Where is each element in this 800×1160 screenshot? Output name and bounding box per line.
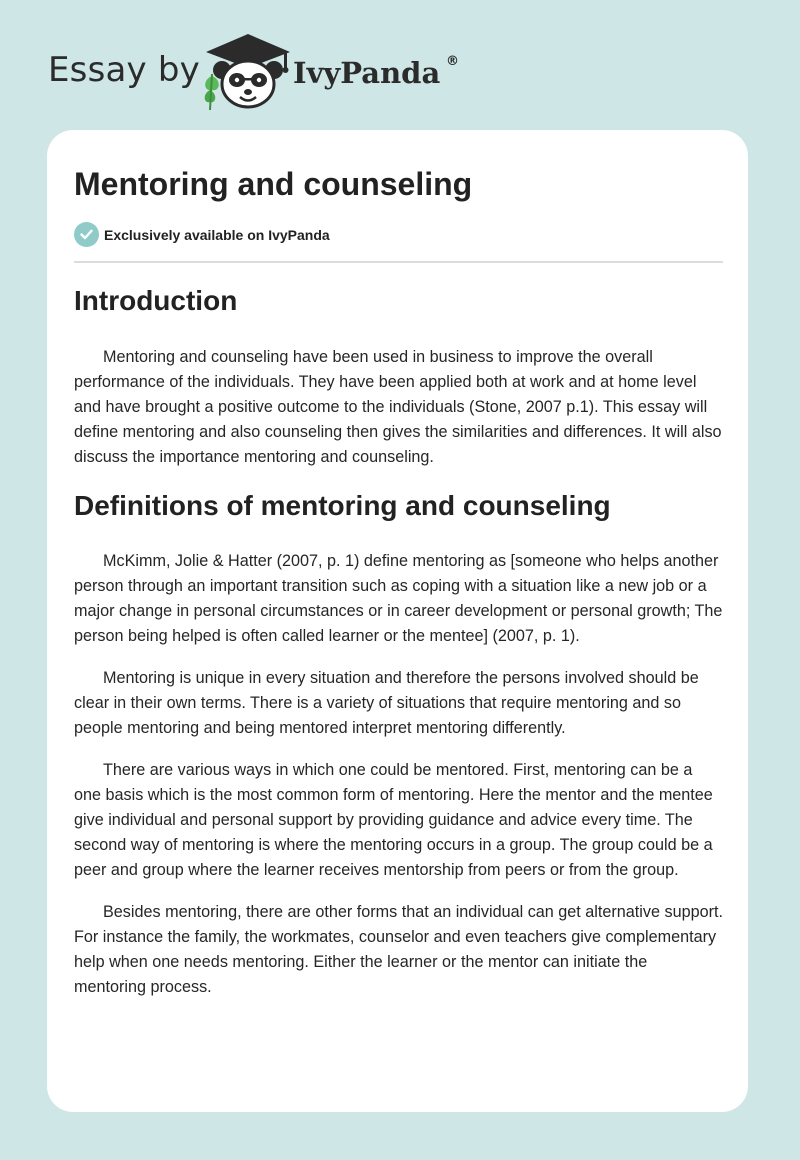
section-heading-definitions: Definitions of mentoring and counseling: [74, 490, 611, 521]
site-header: [0, 0, 800, 130]
ivypanda-logo-icon[interactable]: [198, 30, 298, 112]
badge-text: Exclusively available on IvyPanda: [104, 226, 330, 243]
registered-mark: ®: [446, 54, 459, 69]
paragraph: Mentoring is unique in every situation and therefore the persons involved should be clear in their own terms. There is a variety of situations that require mentoring and so people mentoring and being mentored interpret mentoring differently.: [74, 669, 699, 737]
paragraph: There are various ways in which one could be mentored. First, mentoring can be a one basis which is the most common form of mentoring. Here the mentor and the mentee give individual and personal support by providing guidance and advice every time. The second way of mentoring is where the mentoring occurs in a group. The group could be a peer and group where the learner receives mentorship from peers or from the group.: [74, 761, 713, 879]
essay-body: [74, 282, 723, 1017]
section-heading-introduction: Introduction: [74, 285, 238, 316]
exclusive-badge: [74, 222, 330, 247]
essay-card: [47, 130, 748, 1112]
essay-title: Mentoring and counseling: [74, 166, 473, 202]
paragraph: Besides mentoring, there are other forms that an individual can get alternative support. For instance the family, the workmates, counselor and even teachers give complementary help when one needs mentoring. Either the learner or the mentor can initiate the mentoring process.: [74, 903, 723, 996]
paragraph: McKimm, Jolie & Hatter (2007, p. 1) define mentoring as [someone who helps another person through an important transition such as coping with a situation like a new job or a major change in personal circumstances or in career development or personal growth; The person being helped is often called learner or the mentee] (2007, p. 1).: [74, 552, 723, 645]
brand-prefix: Essay by: [48, 50, 200, 90]
paragraph: Mentoring and counseling have been used in business to improve the overall performance of the individuals. They have been applied both at work and at home level and have brought a positive outcome to the individuals (Stone, 2007 p.1). This essay will define mentoring and also counseling then gives the similarities and differences. It will also discuss the importance mentoring and counseling.: [74, 348, 722, 466]
title-divider: [74, 261, 723, 263]
check-circle-icon: [74, 222, 99, 247]
brand-name[interactable]: IvyPanda: [293, 56, 441, 90]
